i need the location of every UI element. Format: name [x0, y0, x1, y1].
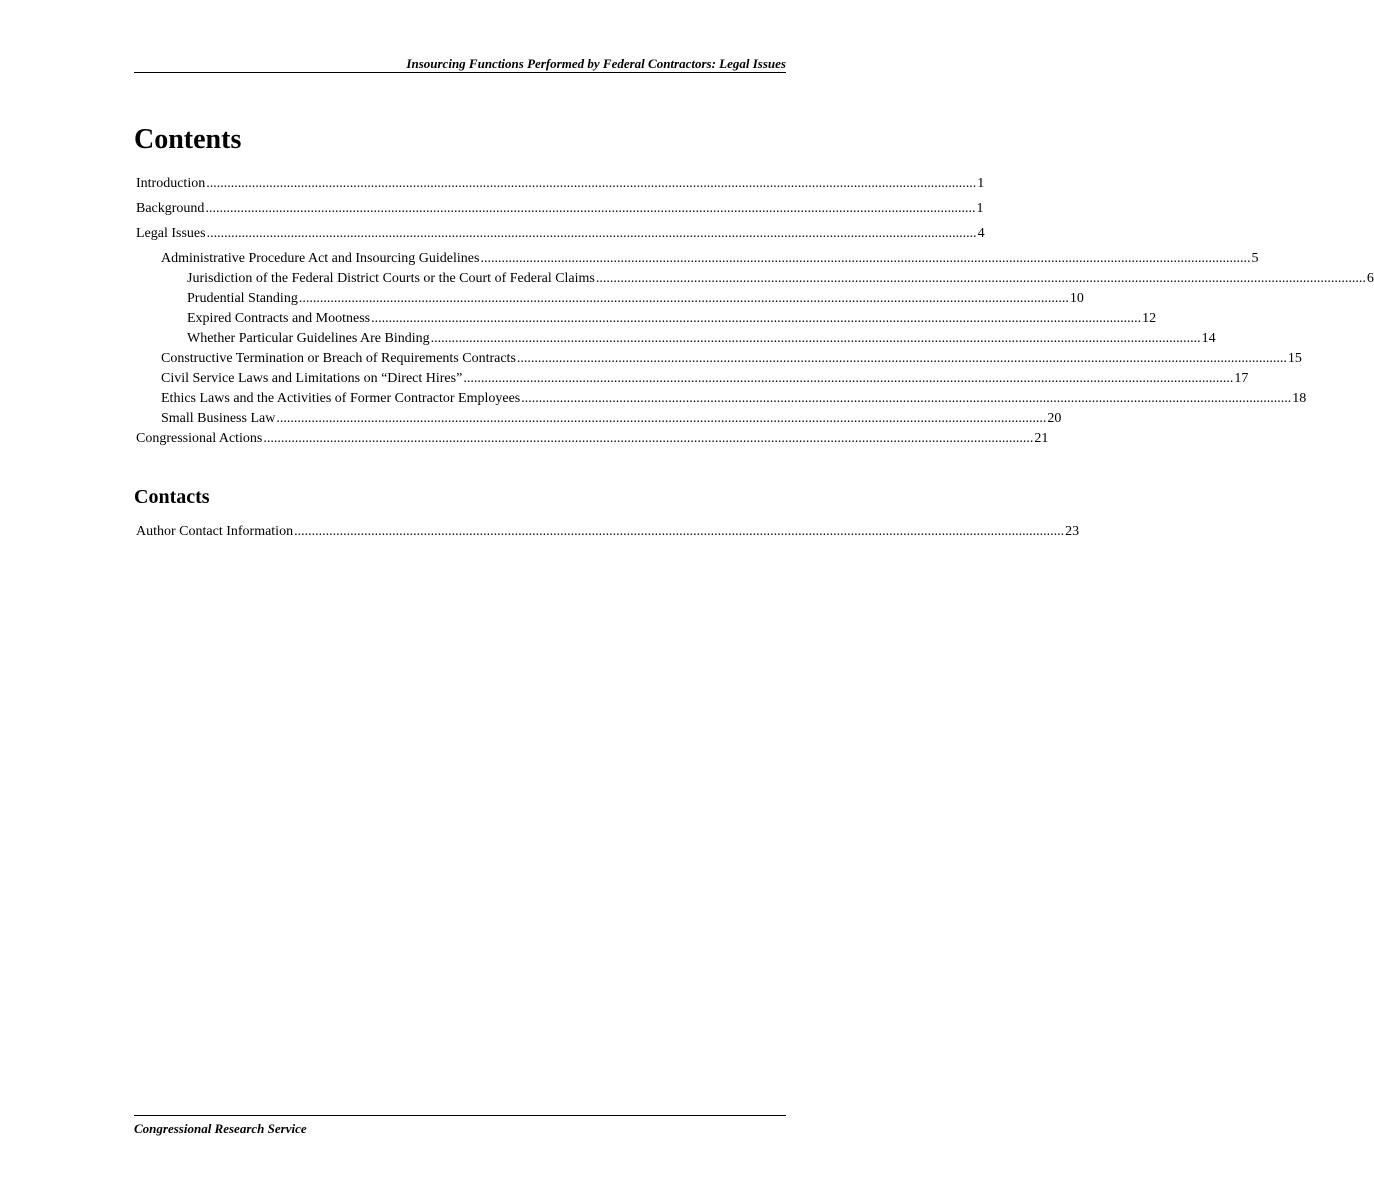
- toc-entry-page: 1: [976, 201, 984, 216]
- dot-leader: ............................................................................................................................................................................................................................: [205, 201, 976, 216]
- dot-leader: ............................................................................................................................................................................................................................: [294, 524, 1065, 539]
- toc-entry-page: 14: [1201, 331, 1216, 346]
- contacts-heading: Contacts: [134, 486, 210, 508]
- toc-entry-page: 20: [1047, 411, 1062, 426]
- running-footer: Congressional Research Service: [134, 1121, 307, 1136]
- toc-entry-page: 4: [977, 226, 985, 241]
- dot-leader: ............................................................................................................................................................................................................................: [480, 251, 1251, 266]
- toc-entry-label: Small Business Law: [161, 411, 276, 426]
- footer-rule: [134, 1115, 786, 1116]
- toc-entry-page: 17: [1234, 371, 1249, 386]
- toc-entry-jurisdiction[interactable]: [136, 271, 1374, 291]
- header-rule: [134, 72, 786, 73]
- dot-leader: ............................................................................................................................................................................................................................: [430, 331, 1201, 346]
- toc-entry-label: Ethics Laws and the Activities of Former Contractor Employees: [161, 391, 521, 406]
- toc-entry-expired-contracts[interactable]: [136, 311, 1157, 331]
- toc-entry-page: 12: [1142, 311, 1157, 326]
- toc-entry-guidelines-binding[interactable]: [136, 331, 1216, 351]
- toc-entry-page: 15: [1287, 351, 1302, 366]
- dot-leader: ............................................................................................................................................................................................................................: [206, 226, 977, 241]
- contents-heading: Contents: [134, 124, 242, 155]
- toc-entry-constructive-termination[interactable]: [136, 351, 1302, 371]
- contacts-list: [136, 524, 1080, 544]
- toc-entry-ethics-laws[interactable]: [136, 391, 1307, 411]
- toc-entry-small-business[interactable]: [136, 411, 1062, 431]
- table-of-contents: [136, 176, 1374, 451]
- toc-entry-introduction[interactable]: [136, 176, 985, 196]
- toc-entry-label: Whether Particular Guidelines Are Binding: [187, 331, 430, 346]
- running-header: Insourcing Functions Performed by Federal Contractors: Legal Issues: [406, 56, 786, 71]
- toc-entry-page: 18: [1292, 391, 1307, 406]
- dot-leader: ............................................................................................................................................................................................................................: [276, 411, 1047, 426]
- dot-leader: ............................................................................................................................................................................................................................: [371, 311, 1142, 326]
- dot-leader: ............................................................................................................................................................................................................................: [521, 391, 1292, 406]
- toc-entry-civil-service[interactable]: [136, 371, 1249, 391]
- toc-entry-congressional-actions[interactable]: [136, 431, 1049, 451]
- toc-entry-label: Background: [136, 201, 205, 216]
- toc-entry-author-contact[interactable]: [136, 524, 1080, 544]
- toc-entry-background[interactable]: [136, 201, 984, 221]
- toc-entry-page: 21: [1034, 431, 1049, 446]
- dot-leader: ............................................................................................................................................................................................................................: [206, 176, 977, 191]
- toc-entry-label: Administrative Procedure Act and Insourcing Guidelines: [161, 251, 480, 266]
- dot-leader: ............................................................................................................................................................................................................................: [263, 431, 1034, 446]
- toc-entry-apa[interactable]: [136, 251, 1259, 271]
- toc-entry-page: 1: [977, 176, 985, 191]
- dot-leader: ............................................................................................................................................................................................................................: [298, 291, 1069, 306]
- toc-entry-label: Expired Contracts and Mootness: [187, 311, 371, 326]
- toc-entry-page: 23: [1065, 524, 1080, 539]
- toc-entry-page: 10: [1069, 291, 1084, 306]
- dot-leader: ............................................................................................................................................................................................................................: [595, 271, 1366, 286]
- toc-entry-label: Author Contact Information: [136, 524, 294, 539]
- dot-leader: ............................................................................................................................................................................................................................: [516, 351, 1287, 366]
- toc-entry-label: Legal Issues: [136, 226, 206, 241]
- toc-entry-legal-issues[interactable]: [136, 226, 985, 246]
- toc-entry-label: Constructive Termination or Breach of Requirements Contracts: [161, 351, 516, 366]
- toc-entry-label: Civil Service Laws and Limitations on “Direct Hires”: [161, 371, 463, 386]
- toc-entry-page: 5: [1251, 251, 1259, 266]
- toc-entry-label: Congressional Actions: [136, 431, 263, 446]
- toc-entry-label: Jurisdiction of the Federal District Courts or the Court of Federal Claims: [187, 271, 595, 286]
- toc-entry-label: Introduction: [136, 176, 206, 191]
- toc-entry-page: 6: [1366, 271, 1374, 286]
- dot-leader: ............................................................................................................................................................................................................................: [463, 371, 1234, 386]
- toc-entry-prudential-standing[interactable]: [136, 291, 1084, 311]
- toc-entry-label: Prudential Standing: [187, 291, 298, 306]
